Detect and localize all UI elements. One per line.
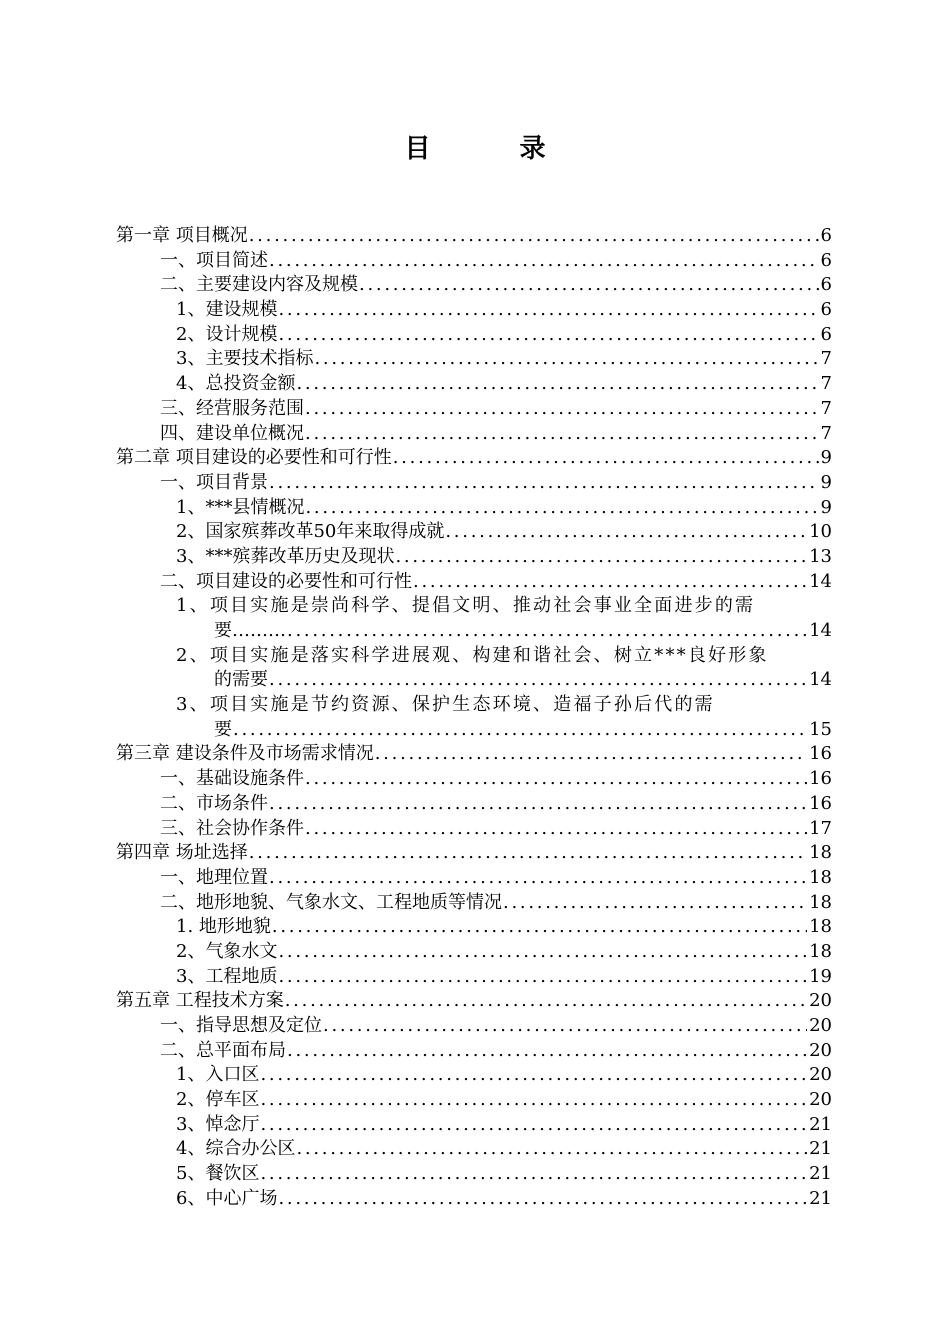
dot-leader [296, 372, 818, 397]
toc-entry[interactable] [116, 841, 832, 866]
dot-leader [305, 817, 807, 842]
toc-entry-title: 4、综合办公区 [176, 1138, 296, 1160]
dot-leader [323, 1014, 807, 1039]
toc-entry-page: 18 [809, 842, 832, 864]
toc-entry-page: 21 [809, 1138, 832, 1160]
toc-entry[interactable] [116, 298, 832, 323]
toc-entry[interactable] [116, 1014, 832, 1039]
toc-entry-page: 7 [820, 397, 832, 419]
toc-entry-page: 7 [820, 422, 832, 444]
toc-entry[interactable] [116, 817, 832, 842]
toc-entry-page: 9 [820, 471, 832, 493]
toc-entry-title: 的需要 [214, 669, 268, 691]
dot-leader [269, 792, 807, 817]
toc-entry-title: 第五章 工程技术方案 [116, 990, 284, 1012]
toc-entry-page: 13 [809, 545, 832, 567]
toc-entry-page: 10 [809, 521, 832, 543]
toc-entry[interactable] [116, 644, 832, 669]
toc-entry-page: 15 [809, 718, 832, 740]
toc-entry-page: 18 [809, 940, 832, 962]
toc-entry[interactable] [116, 693, 832, 718]
dot-leader [278, 323, 818, 348]
dot-leader [305, 767, 807, 792]
dot-leader [393, 446, 819, 471]
dot-leader [233, 718, 807, 743]
toc-entry[interactable] [116, 718, 832, 743]
toc-entry-title: 四、建设单位概况 [160, 422, 304, 444]
toc-entry-page: 18 [809, 866, 832, 888]
dot-leader [278, 940, 807, 965]
toc-entry-title: 二、市场条件 [160, 792, 268, 814]
toc-entry[interactable] [116, 1162, 832, 1187]
toc-entry-title: 一、地理位置 [160, 866, 268, 888]
toc-entry-page: 16 [809, 768, 832, 790]
toc-entry[interactable] [116, 915, 832, 940]
toc-entry[interactable] [116, 372, 832, 397]
dot-leader [278, 965, 807, 990]
dot-leader [285, 989, 807, 1014]
toc-entry[interactable] [116, 668, 832, 693]
toc-entry[interactable] [116, 397, 832, 422]
toc-entry-title: 一、项目背景 [160, 471, 268, 493]
toc-entry-page: 6 [820, 323, 832, 345]
toc-entry[interactable] [116, 989, 832, 1014]
toc-entry-title: 二、项目建设的必要性和可行性 [160, 570, 412, 592]
toc-entry-page: 20 [809, 1089, 832, 1111]
dot-leader [260, 1113, 807, 1138]
toc-entry-page: 6 [820, 299, 832, 321]
toc-entry-title: 2、设计规模 [176, 323, 278, 345]
toc-entry-title: 一、基础设施条件 [160, 768, 304, 790]
toc-entry-page: 6 [820, 274, 832, 296]
toc-entry-title: 3、悼念厅 [176, 1113, 260, 1135]
toc-entry-title: 4、总投资金额 [176, 373, 296, 395]
toc-entry-page: 21 [809, 1113, 832, 1135]
page-title: 目 录 [404, 134, 586, 164]
toc-entry[interactable] [116, 323, 832, 348]
dot-leader [305, 397, 819, 422]
dot-leader [260, 1063, 807, 1088]
toc-entry[interactable] [116, 347, 832, 372]
dot-leader [296, 1137, 807, 1162]
toc-entry-page: 21 [809, 1163, 832, 1185]
toc-entry-page: 7 [820, 348, 832, 370]
toc-entry[interactable] [116, 1187, 832, 1212]
toc-entry-title: 二、主要建设内容及规模 [160, 274, 358, 296]
dot-leader [260, 1088, 807, 1113]
toc-entry-page: 20 [809, 1039, 832, 1061]
toc-entry-title: 2、国家殡葬改革50年来取得成就 [176, 521, 445, 543]
toc-entry-page: 17 [809, 817, 832, 839]
toc-entry[interactable] [116, 767, 832, 792]
toc-entry-title: 2、项目实施是落实科学进展观、构建和谐社会、树立***良好形象 [176, 644, 769, 666]
toc-entry-page: 14 [809, 620, 832, 641]
toc-entry-page: 20 [809, 1015, 832, 1036]
toc-entry[interactable] [116, 940, 832, 965]
toc-entry[interactable] [116, 619, 832, 644]
dot-leader [272, 915, 807, 940]
toc-entry-page: 18 [809, 891, 832, 913]
toc-entry-title: 三、经营服务范围 [160, 397, 304, 419]
toc-entry-title: 3、项目实施是节约资源、保护生态环境、造福子孙后代的需 [176, 694, 715, 716]
toc-entry-page: 18 [809, 916, 832, 938]
toc-entry-page: 6 [820, 225, 832, 246]
toc-entry[interactable] [116, 545, 832, 570]
toc-entry-title: 二、总平面布局 [160, 1039, 286, 1061]
toc-entry[interactable] [116, 891, 832, 916]
toc-entry-title: 3、***殡葬改革历史及现状 [176, 545, 395, 567]
toc-entry-title: 要 [214, 718, 232, 740]
toc-entry-title: 1、项目实施是崇尚科学、提倡文明、推动社会事业全面进步的需 [176, 595, 756, 617]
table-of-contents [116, 224, 832, 1212]
toc-entry[interactable] [116, 496, 832, 521]
toc-entry-title: 三、社会协作条件 [160, 817, 304, 839]
toc-entry-title: 1、入口区 [176, 1064, 260, 1086]
dot-leader [305, 496, 818, 521]
toc-entry[interactable] [116, 570, 832, 595]
toc-entry-title: 第二章 项目建设的必要性和可行性 [116, 447, 392, 469]
dot-leader [287, 619, 807, 644]
dot-leader [269, 249, 819, 274]
toc-entry-title: 2、气象水文 [176, 940, 278, 962]
toc-entry[interactable] [116, 594, 832, 619]
dot-leader [269, 668, 807, 693]
toc-entry-page: 16 [809, 743, 832, 765]
toc-entry[interactable] [116, 249, 832, 274]
toc-entry[interactable] [116, 1039, 832, 1064]
toc-entry-page: 6 [820, 249, 832, 271]
dot-leader [249, 224, 819, 249]
dot-leader [375, 742, 807, 767]
toc-entry[interactable] [116, 1088, 832, 1113]
toc-entry-page: 20 [809, 990, 832, 1012]
toc-entry-title: 1、建设规模 [176, 299, 278, 321]
dot-leader [305, 422, 819, 447]
dot-leader [249, 841, 807, 866]
dot-leader [278, 1187, 807, 1212]
toc-entry-title: 二、地形地貌、气象水文、工程地质等情况 [160, 891, 502, 913]
dot-leader [445, 520, 807, 545]
toc-entry[interactable] [116, 1063, 832, 1088]
toc-entry-page: 14 [809, 570, 832, 592]
dot-leader [260, 1162, 807, 1187]
toc-entry[interactable] [116, 422, 832, 447]
toc-entry-title: 要……… [214, 620, 286, 641]
dot-leader [269, 866, 807, 891]
toc-entry[interactable] [116, 471, 832, 496]
toc-entry-title: 第四章 场址选择 [116, 842, 248, 864]
toc-entry-title: 第三章 建设条件及市场需求情况 [116, 743, 374, 765]
dot-leader [314, 347, 818, 372]
toc-entry[interactable] [116, 965, 832, 990]
toc-entry-title: 3、工程地质 [176, 965, 278, 987]
toc-entry-page: 9 [820, 496, 832, 518]
toc-entry-page: 20 [809, 1064, 832, 1086]
dot-leader [269, 471, 819, 496]
toc-entry[interactable] [116, 446, 832, 471]
toc-entry-page: 19 [809, 965, 832, 987]
dot-leader [395, 545, 807, 570]
toc-entry-title: 2、停车区 [176, 1089, 260, 1111]
toc-entry-page: 16 [809, 792, 832, 814]
toc-entry-title: 一、指导思想及定位 [160, 1015, 322, 1036]
toc-entry[interactable] [116, 1113, 832, 1138]
toc-entry-page: 7 [820, 373, 832, 395]
dot-leader [278, 298, 818, 323]
toc-entry[interactable] [116, 742, 832, 767]
toc-entry[interactable] [116, 520, 832, 545]
toc-entry[interactable] [116, 224, 832, 249]
toc-entry[interactable] [116, 273, 832, 298]
toc-entry-title: 一、项目简述 [160, 249, 268, 271]
dot-leader [359, 273, 819, 298]
toc-entry-title: 1. 地形地貌 [176, 916, 271, 938]
toc-entry[interactable] [116, 1137, 832, 1162]
toc-entry-page: 14 [809, 669, 832, 691]
toc-entry-page: 21 [809, 1187, 832, 1209]
toc-entry-page: 9 [820, 447, 832, 469]
toc-entry-title: 第一章 项目概况 [116, 225, 248, 246]
toc-entry[interactable] [116, 792, 832, 817]
dot-leader [287, 1039, 807, 1064]
toc-entry[interactable] [116, 866, 832, 891]
toc-entry-title: 6、中心广场 [176, 1187, 278, 1209]
dot-leader [503, 891, 807, 916]
toc-entry-title: 1、***县情概况 [176, 496, 305, 518]
dot-leader [413, 570, 807, 595]
toc-entry-title: 3、主要技术指标 [176, 348, 314, 370]
toc-entry-title: 5、餐饮区 [176, 1163, 260, 1185]
